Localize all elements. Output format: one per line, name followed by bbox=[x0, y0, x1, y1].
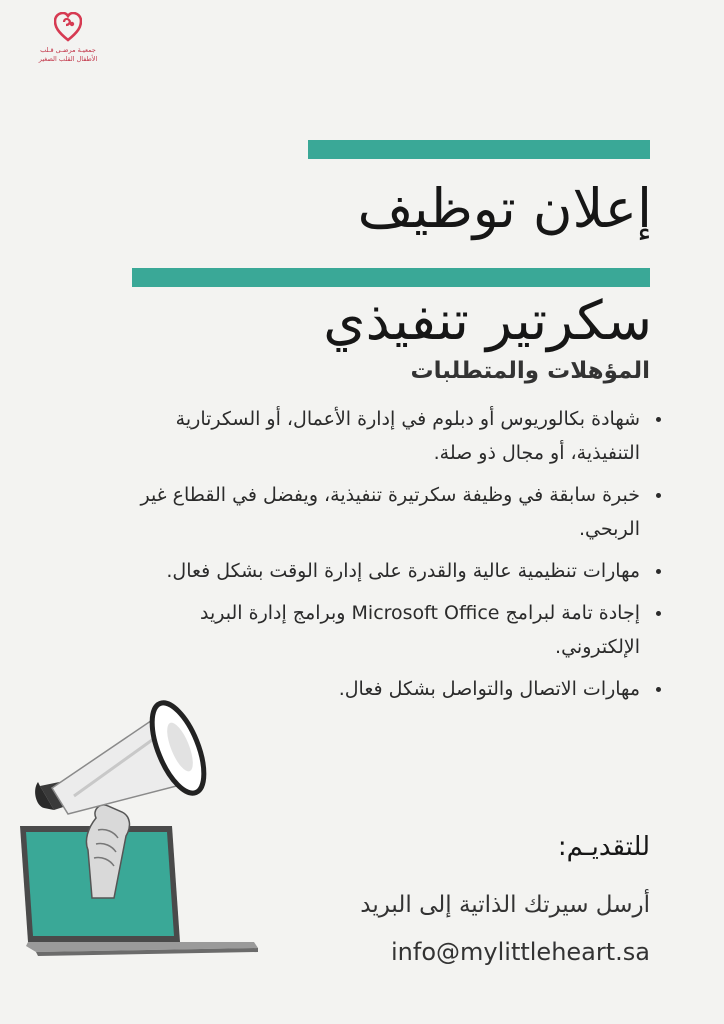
requirement-item: • مهارات تنظيمية عالية والقدرة على إدارة الوقت بشكل فعال. bbox=[124, 554, 644, 588]
requirement-item: • إجادة تامة لبرامج Microsoft Office وبرامج إدارة البريد الإلكتروني. bbox=[124, 596, 644, 664]
contact-email-link[interactable]: info@mylittleheart.sa bbox=[391, 938, 650, 966]
requirement-item: • مهارات الاتصال والتواصل بشكل فعال. bbox=[124, 672, 644, 706]
job-title-line-2: سكرتير تنفيذي bbox=[323, 289, 652, 353]
job-title-line-1: إعلان توظيف bbox=[357, 177, 652, 241]
requirement-item: • شهادة بكالوريوس أو دبلوم في إدارة الأعمال، أو السكرتارية التنفيذية، أو مجال ذو صلة. bbox=[124, 402, 644, 470]
logo-text bbox=[26, 46, 110, 64]
organization-logo bbox=[26, 10, 110, 70]
apply-instructions: أرسل سيرتك الذاتية إلى البريد bbox=[360, 892, 650, 918]
heart-logo-icon bbox=[54, 12, 82, 44]
requirements-list bbox=[124, 402, 666, 714]
megaphone-icon bbox=[35, 696, 214, 814]
logo-line-1: جمعيـة مرضـى قـلب bbox=[40, 46, 96, 54]
logo-line-2: الأطفال القلب الصغير bbox=[38, 55, 98, 63]
megaphone-laptop-illustration bbox=[14, 690, 264, 960]
apply-heading: للتقديـم: bbox=[557, 832, 650, 862]
title-highlight-bar-1 bbox=[308, 140, 650, 159]
title-highlight-bar-2 bbox=[132, 268, 650, 287]
laptop-icon bbox=[20, 826, 258, 956]
requirements-heading: المؤهلات والمتطلبات bbox=[410, 358, 650, 384]
requirement-item: • خبرة سابقة في وظيفة سكرتيرة تنفيذية، ويفضل في القطاع غير الربحي. bbox=[124, 478, 644, 546]
